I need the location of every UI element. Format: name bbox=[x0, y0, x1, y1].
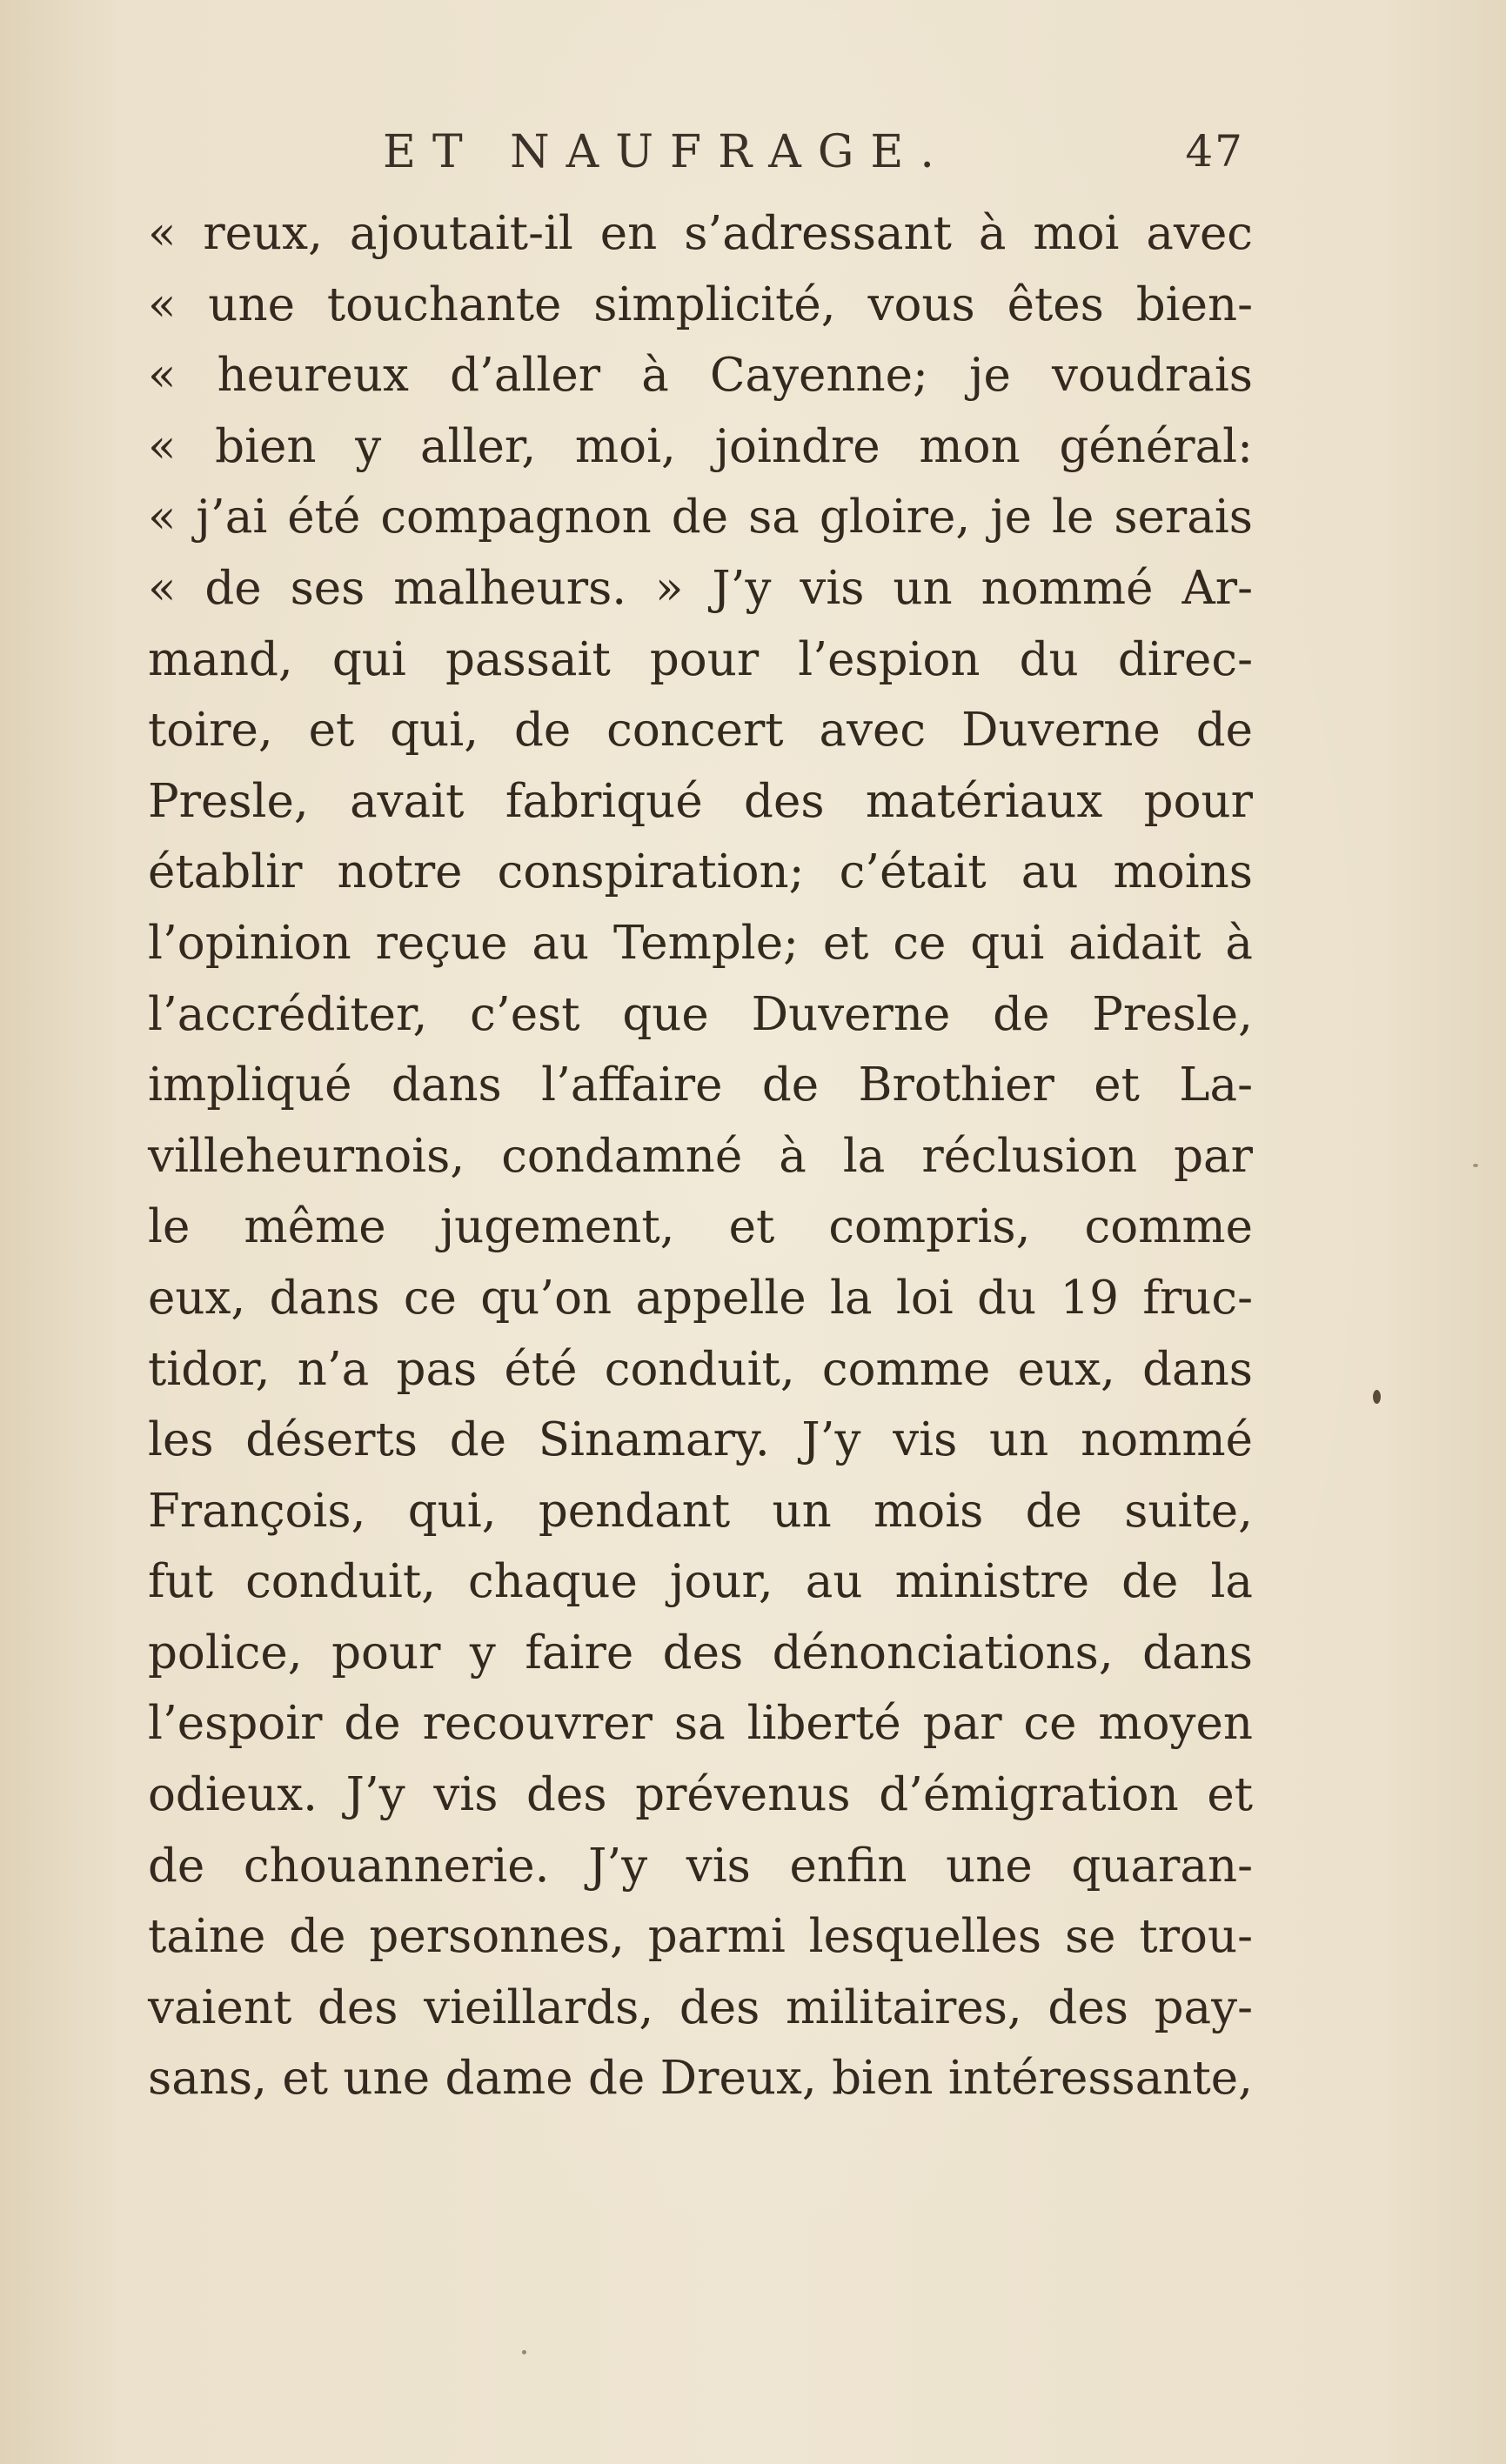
text-line: mand, qui passait pour l’espion du direc- bbox=[148, 632, 1253, 686]
body-text bbox=[148, 198, 1253, 2114]
text-line: villeheurnois, condamné à la réclusion par bbox=[148, 1129, 1253, 1183]
text-line: Presle, avait fabriqué des matériaux pour bbox=[148, 774, 1253, 828]
text-line: « bien y aller, moi, joindre mon général: bbox=[148, 419, 1253, 473]
page-header bbox=[157, 126, 1244, 196]
text-line: « une touchante simplicité, vous êtes bien- bbox=[148, 277, 1253, 331]
text-line: vaient des vieillards, des militaires, des pay- bbox=[148, 1980, 1253, 2034]
text-line: établir notre conspiration; c’était au moins bbox=[148, 845, 1253, 899]
text-line: François, qui, pendant un mois de suite, bbox=[148, 1484, 1253, 1538]
text-line: l’espoir de recouvrer sa liberté par ce moyen bbox=[148, 1697, 1253, 1751]
text-line: « j’ai été compagnon de sa gloire, je le serais bbox=[148, 491, 1253, 544]
paper-speck bbox=[1373, 1390, 1381, 1404]
paper-speck bbox=[1473, 1164, 1478, 1167]
running-head: ET NAUFRAGE. bbox=[383, 126, 951, 178]
text-line: l’accréditer, c’est que Duverne de Presle, bbox=[148, 987, 1253, 1041]
text-line: « heureux d’aller à Cayenne; je voudrais bbox=[148, 349, 1253, 403]
text-line: taine de personnes, parmi lesquelles se trou- bbox=[148, 1910, 1253, 1964]
text-line: tidor, n’a pas été conduit, comme eux, dans bbox=[148, 1342, 1253, 1396]
text-line: impliqué dans l’affaire de Brothier et La- bbox=[148, 1058, 1253, 1112]
text-line: odieux. J’y vis des prévenus d’émigration et bbox=[148, 1768, 1253, 1822]
page-number: 47 bbox=[1185, 126, 1244, 177]
text-line: fut conduit, chaque jour, au ministre de la bbox=[148, 1555, 1253, 1609]
paper-speck bbox=[522, 2350, 526, 2354]
text-line: le même jugement, et compris, comme bbox=[148, 1200, 1253, 1254]
text-line: les déserts de Sinamary. J’y vis un nommé bbox=[148, 1413, 1253, 1467]
text-line: l’opinion reçue au Temple; et ce qui aidait à bbox=[148, 916, 1253, 970]
text-line: eux, dans ce qu’on appelle la loi du 19 fruc- bbox=[148, 1271, 1253, 1325]
text-line: sans, et une dame de Dreux, bien intéressante, bbox=[148, 2052, 1253, 2106]
text-line: de chouannerie. J’y vis enfin une quaran- bbox=[148, 1839, 1253, 1893]
text-line: toire, et qui, de concert avec Duverne de bbox=[148, 704, 1253, 758]
text-line: police, pour y faire des dénonciations, dans bbox=[148, 1626, 1253, 1679]
text-line: « de ses malheurs. » J’y vis un nommé Ar- bbox=[148, 561, 1253, 615]
text-line: « reux, ajoutait-il en s’adressant à moi avec bbox=[148, 207, 1253, 260]
